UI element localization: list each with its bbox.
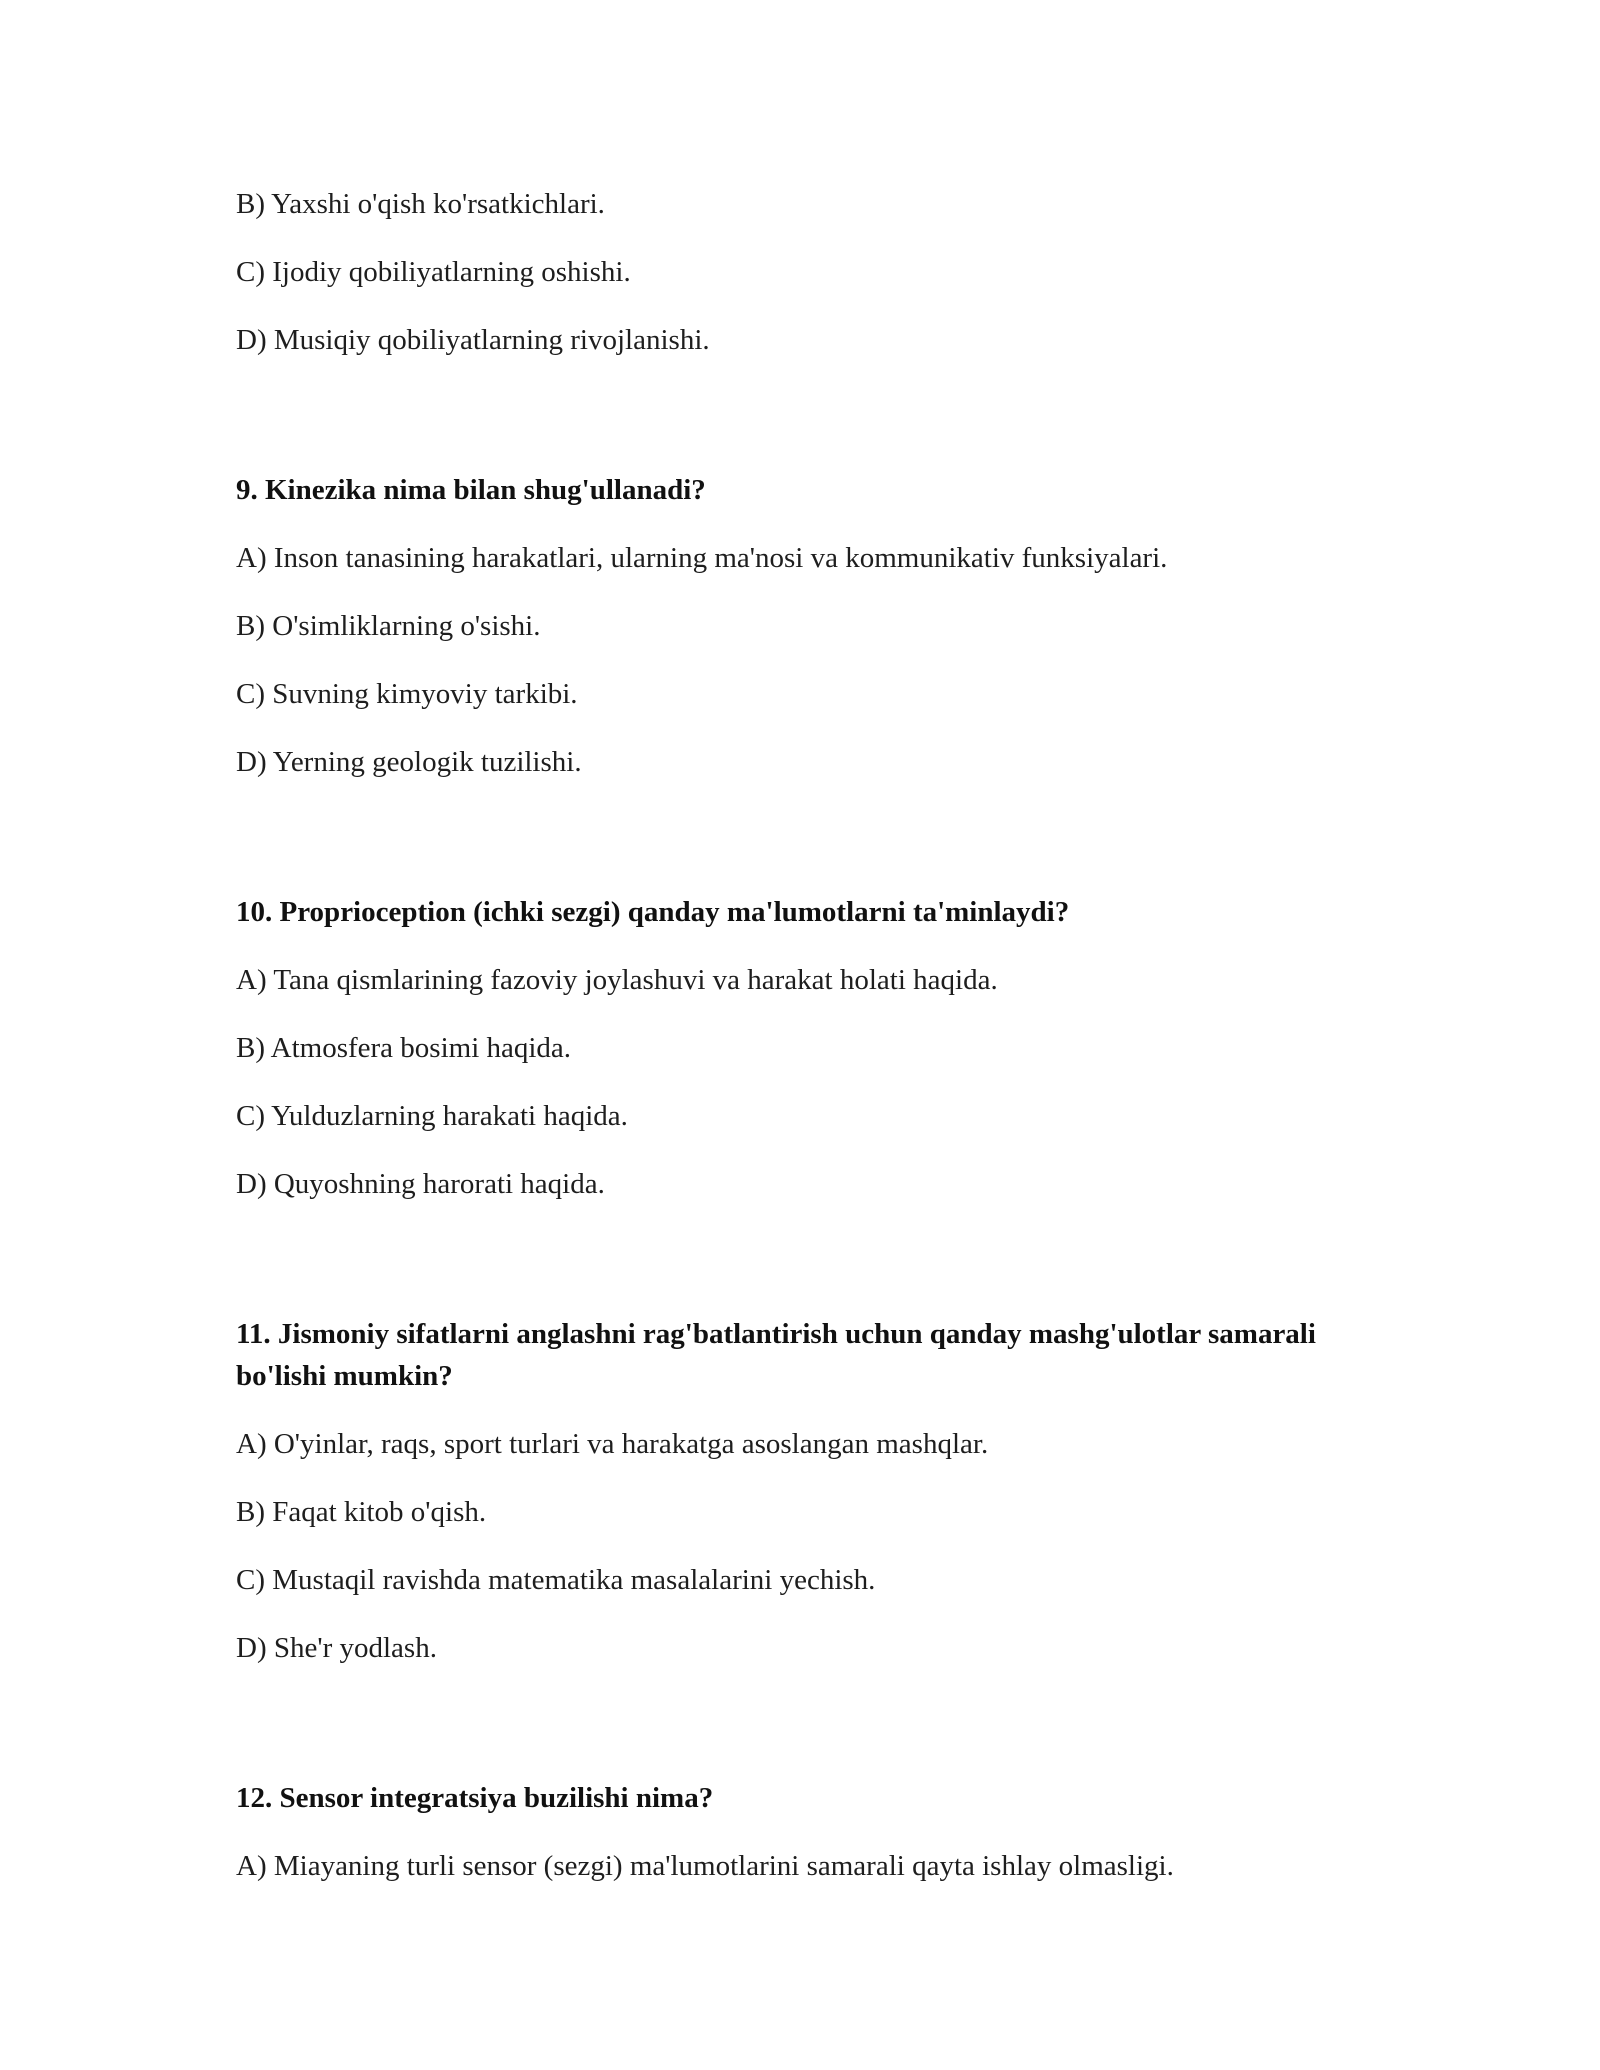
option-text: C) Ijodiy qobiliyatlarning oshishi. <box>236 256 631 288</box>
question-11 <box>236 1313 1416 1669</box>
option-text: B) O'simliklarning o'sishi. <box>236 610 541 642</box>
question-9 <box>236 469 1416 783</box>
question-title: 10. Proprioception (ichki sezgi) qanday ma'lumotlarni ta'minlaydi? <box>236 896 1070 928</box>
question-8-options <box>236 183 1416 361</box>
page-content <box>236 183 1416 1913</box>
option-text: A) Miayaning turli sensor (sezgi) ma'lumotlarini samarali qayta ishlay olmasligi. <box>236 1850 1174 1882</box>
option-text: C) Mustaqil ravishda matematika masalalarini yechish. <box>236 1564 876 1596</box>
question-title: 12. Sensor integratsiya buzilishi nima? <box>236 1782 714 1814</box>
option-text: A) Tana qismlarining fazoviy joylashuvi va harakat holati haqida. <box>236 964 998 996</box>
option-text: D) Musiqiy qobiliyatlarning rivojlanishi. <box>236 324 710 356</box>
question-12 <box>236 1777 1416 1887</box>
option-text: B) Atmosfera bosimi haqida. <box>236 1032 572 1064</box>
option-text: B) Yaxshi o'qish ko'rsatkichlari. <box>236 188 605 220</box>
option-text: C) Yulduzlarning harakati haqida. <box>236 1100 628 1132</box>
question-title: 9. Kinezika nima bilan shug'ullanadi? <box>236 474 706 506</box>
option-text: D) She'r yodlash. <box>236 1632 437 1664</box>
option-text: D) Quyoshning harorati haqida. <box>236 1168 605 1200</box>
option-text: B) Faqat kitob o'qish. <box>236 1496 487 1528</box>
option-text: A) Inson tanasining harakatlari, ularning ma'nosi va kommunikativ funksiyalari. <box>236 542 1168 574</box>
question-10 <box>236 891 1416 1205</box>
question-title: 11. Jismoniy sifatlarni anglashni rag'batlantirish uchun qanday mashg'ulotlar samarali bo'lishi mumkin? <box>236 1318 1316 1392</box>
option-text: D) Yerning geologik tuzilishi. <box>236 746 582 778</box>
option-text: C) Suvning kimyoviy tarkibi. <box>236 678 578 710</box>
option-text: A) O'yinlar, raqs, sport turlari va harakatga asoslangan mashqlar. <box>236 1428 989 1460</box>
